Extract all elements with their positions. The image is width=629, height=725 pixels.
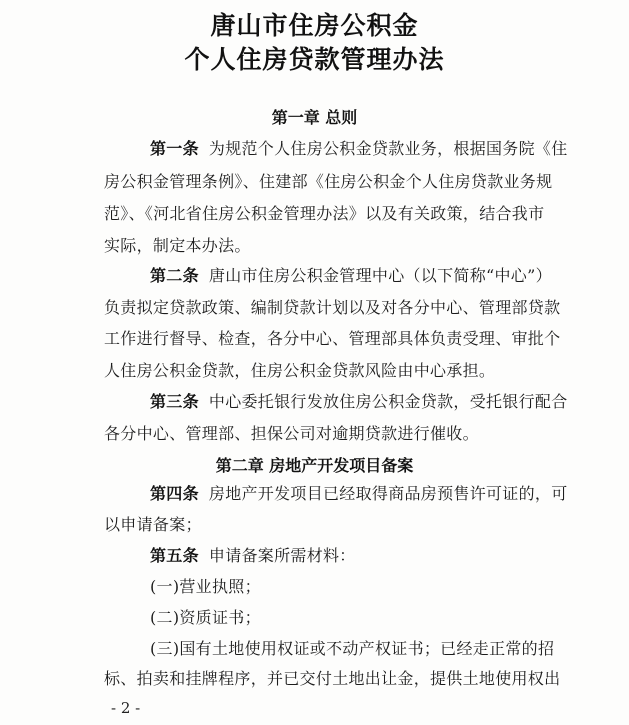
article-2-label: 第二条 xyxy=(150,266,199,285)
chapter-1-heading: 第一章 总则 xyxy=(271,108,358,127)
article-1-line-2: 房公积金管理条例》、住建部《住房公积金个人住房贷款业务规 xyxy=(104,172,553,191)
article-5-label: 第五条 xyxy=(150,546,199,565)
article-2-line-2: 负责拟定贷款政策、编制贷款计划以及对各分中心、管理部贷款 xyxy=(104,298,561,317)
article-4-line-2: 以申请备案； xyxy=(104,515,202,534)
article-2-line-4: 人住房公积金贷款，住房公积金贷款风险由中心承担。 xyxy=(104,361,496,380)
document-title-line-2: 个人住房贷款管理办法 xyxy=(184,45,445,74)
article-5-item-1: (一)营业执照； xyxy=(150,577,261,596)
article-1-text-1: 为规范个人住房公积金贷款业务，根据国务院《住 xyxy=(208,139,568,158)
article-2-line-3: 工作进行督导、检查，各分中心、管理部具体负责受理、审批个 xyxy=(104,329,561,348)
article-4-line-1 xyxy=(150,484,568,504)
article-2-text-1: 唐山市住房公积金管理中心（以下简称“中心”） xyxy=(208,266,552,285)
article-1-label: 第一条 xyxy=(150,139,199,158)
chapter-2-heading: 第二章 房地产开发项目备案 xyxy=(215,456,414,475)
article-3-line-1 xyxy=(150,392,568,412)
article-3-text-1: 中心委托银行发放住房公积金贷款，受托银行配合 xyxy=(208,392,568,411)
article-3-line-2: 各分中心、管理部、担保公司对逾期贷款进行催收。 xyxy=(104,424,479,443)
article-5-item-3-continued: 标、拍卖和挂牌程序，并已交付土地出让金，提供土地使用权出 xyxy=(104,669,561,688)
article-1-line-3: 范》、《河北省住房公积金管理办法》以及有关政策，结合我市 xyxy=(104,204,545,223)
article-3-label: 第三条 xyxy=(150,392,199,411)
article-4-label: 第四条 xyxy=(150,484,199,503)
page-number: - 2 - xyxy=(111,699,141,717)
article-5-intro: 申请备案所需材料： xyxy=(208,546,356,565)
article-4-text-1: 房地产开发项目已经取得商品房预售许可证的，可 xyxy=(208,484,568,503)
article-1-line-1 xyxy=(150,139,568,159)
article-5-item-2: (二)资质证书； xyxy=(150,608,261,627)
article-2-line-1 xyxy=(150,266,552,286)
article-1-line-4: 实际，制定本办法。 xyxy=(104,236,251,255)
article-5-line-1 xyxy=(150,546,356,566)
document-title-line-1: 唐山市住房公积金 xyxy=(210,11,419,40)
article-5-item-3: (三)国有土地使用权证或不动产权证书；已经走正常的招 xyxy=(150,639,555,658)
